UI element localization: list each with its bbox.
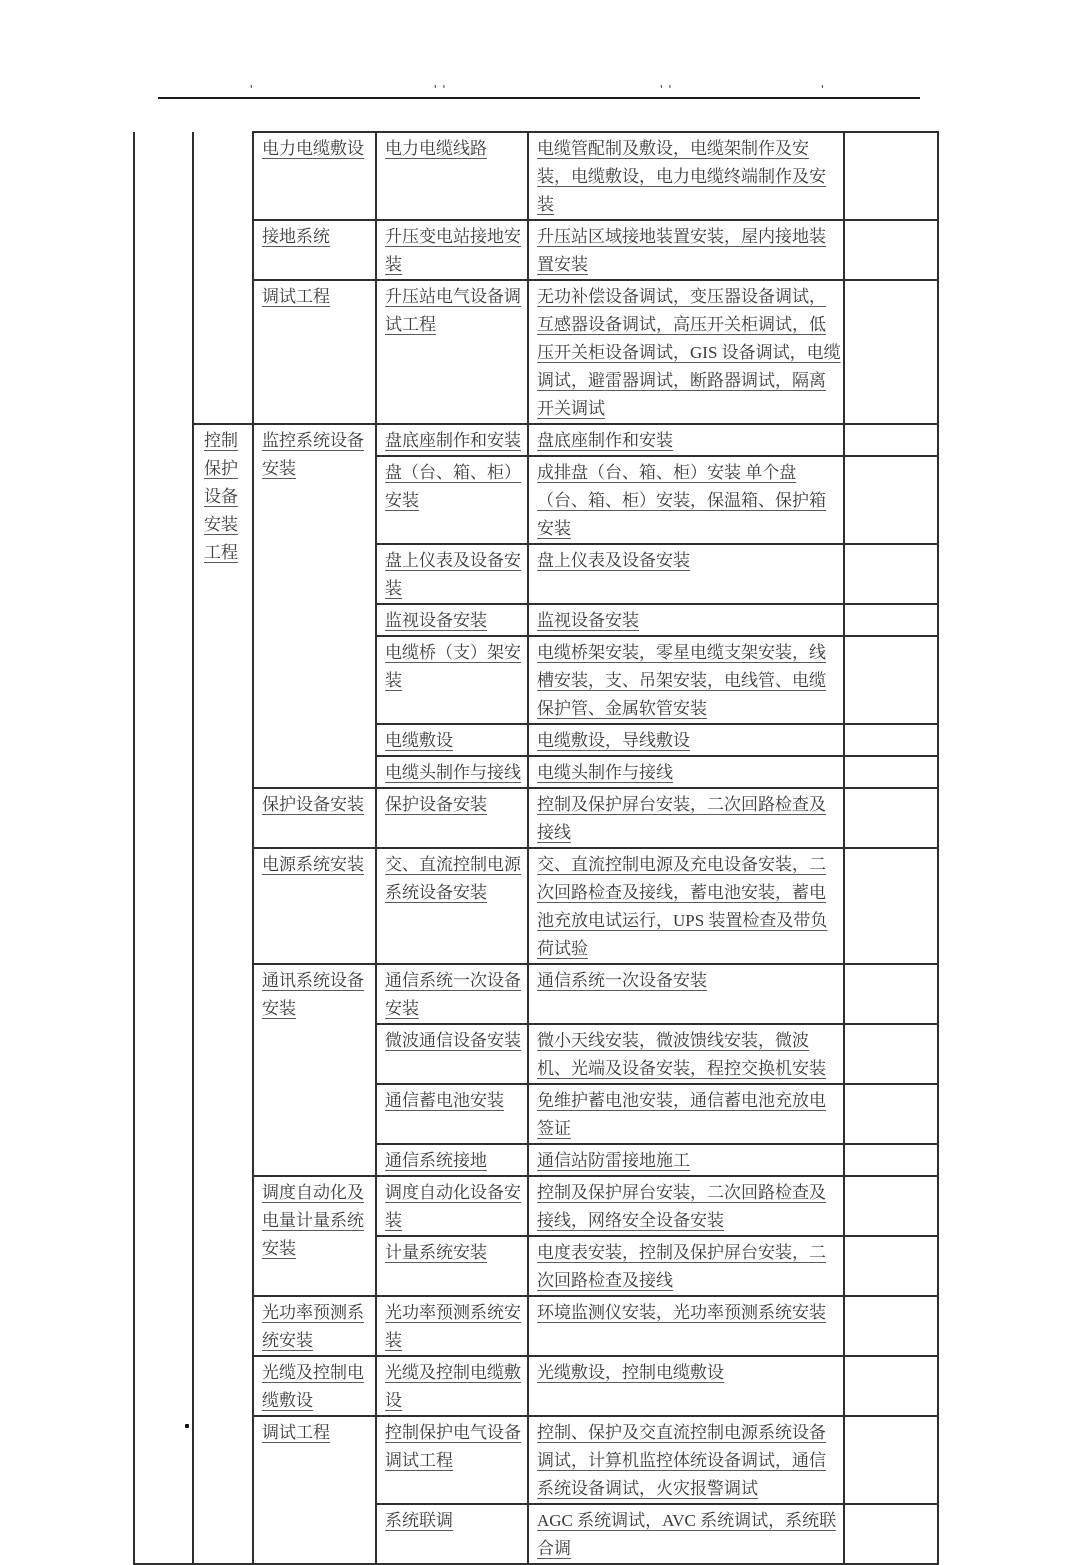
- content-cell: 控制及保护屏台安装，二次回路检查及接线: [528, 788, 844, 848]
- empty-cell: [844, 1144, 938, 1176]
- item-cell: 调度自动化设备安装: [376, 1176, 528, 1236]
- content-cell: 微小天线安装，微波馈线安装，微波机、光端及设备安装，程控交换机安装: [528, 1024, 844, 1084]
- content-cell: 交、直流控制电源及充电设备安装，二次回路检查及接线，蓄电池安装，蓄电池充放电试运行，UPS 装置检查及带负荷试验: [528, 848, 844, 964]
- content-cell: 控制及保护屏台安装，二次回路检查及接线，网络安全设备安装: [528, 1176, 844, 1236]
- empty-cell: [844, 1416, 938, 1504]
- category-cell: 调试工程: [253, 1416, 376, 1564]
- item-cell: 通信系统接地: [376, 1144, 528, 1176]
- item-cell: 保护设备安装: [376, 788, 528, 848]
- category-cell: 调试工程: [253, 280, 376, 424]
- empty-cell: [844, 220, 938, 280]
- category-cell: 通讯系统设备安装: [253, 964, 376, 1176]
- content-cell: 通信站防雷接地施工: [528, 1144, 844, 1176]
- empty-cell: [844, 456, 938, 544]
- empty-cell: [844, 1296, 938, 1356]
- item-cell: 微波通信设备安装: [376, 1024, 528, 1084]
- empty-cell: [844, 544, 938, 604]
- content-cell: 电缆管配制及敷设，电缆架制作及安装，电缆敷设，电力电缆终端制作及安装: [528, 132, 844, 220]
- left-spacer-cell: [134, 132, 193, 1564]
- empty-cell: [844, 280, 938, 424]
- category-cell: 电源系统安装: [253, 848, 376, 964]
- header-mark: ': [819, 83, 828, 96]
- item-cell: 交、直流控制电源系统设备安装: [376, 848, 528, 964]
- section-label-empty-cell: [193, 132, 253, 424]
- category-cell: 监控系统设备安装: [253, 424, 376, 788]
- section-label-cell: 控制 保护 设备 安装 工程: [193, 424, 253, 1564]
- content-cell: AGC 系统调试，AVC 系统调试，系统联合调: [528, 1504, 844, 1564]
- empty-cell: [844, 788, 938, 848]
- empty-cell: [844, 1356, 938, 1416]
- content-cell: 监视设备安装: [528, 604, 844, 636]
- item-cell: 盘（台、箱、柜）安装: [376, 456, 528, 544]
- empty-cell: [844, 964, 938, 1024]
- item-cell: 电力电缆线路: [376, 132, 528, 220]
- item-cell: 光缆及控制电缆敷设: [376, 1356, 528, 1416]
- empty-cell: [844, 1504, 938, 1564]
- item-cell: 盘底座制作和安装: [376, 424, 528, 456]
- empty-cell: [844, 604, 938, 636]
- empty-cell: [844, 424, 938, 456]
- content-cell: 无功补偿设备调试，变压器设备调试，互感器设备调试，高压开关柜调试，低压开关柜设备调试，GIS 设备调试，电缆调试，避雷器调试，断路器调试，隔离开关调试: [528, 280, 844, 424]
- empty-cell: [844, 1084, 938, 1144]
- content-cell: 控制、保护及交直流控制电源系统设备调试，计算机监控体统设备调试，通信系统设备调试，火灾报警调试: [528, 1416, 844, 1504]
- item-cell: 电缆头制作与接线: [376, 756, 528, 788]
- header-mark: '': [658, 83, 676, 96]
- footer-dot-mark: [185, 1424, 189, 1428]
- item-cell: 升压变电站接地安装: [376, 220, 528, 280]
- work-breakdown-table: [133, 131, 939, 1565]
- content-cell: 电度表安装，控制及保护屏台安装，二次回路检查及接线: [528, 1236, 844, 1296]
- content-cell: 盘上仪表及设备安装: [528, 544, 844, 604]
- category-cell: 调度自动化及电量计量系统安装: [253, 1176, 376, 1296]
- item-cell: 控制保护电气设备调试工程: [376, 1416, 528, 1504]
- empty-cell: [844, 848, 938, 964]
- content-cell: 升压站区域接地装置安装，屋内接地装置安装: [528, 220, 844, 280]
- item-cell: 计量系统安装: [376, 1236, 528, 1296]
- content-cell: 电缆敷设，导线敷设: [528, 724, 844, 756]
- empty-cell: [844, 756, 938, 788]
- category-cell: 光功率预测系统安装: [253, 1296, 376, 1356]
- empty-cell: [844, 724, 938, 756]
- item-cell: 通信蓄电池安装: [376, 1084, 528, 1144]
- empty-cell: [844, 1236, 938, 1296]
- content-cell: 环境监测仪安装，光功率预测系统安装: [528, 1296, 844, 1356]
- header-mark: '': [432, 83, 450, 96]
- content-cell: 盘底座制作和安装: [528, 424, 844, 456]
- empty-cell: [844, 132, 938, 220]
- category-cell: 接地系统: [253, 220, 376, 280]
- item-cell: 电缆敷设: [376, 724, 528, 756]
- item-cell: 电缆桥（支）架安装: [376, 636, 528, 724]
- item-cell: 盘上仪表及设备安装: [376, 544, 528, 604]
- category-cell: 保护设备安装: [253, 788, 376, 848]
- item-cell: 系统联调: [376, 1504, 528, 1564]
- content-cell: 成排盘（台、箱、柜）安装 单个盘（台、箱、柜）安装，保温箱、保护箱安装: [528, 456, 844, 544]
- content-cell: 光缆敷设，控制电缆敷设: [528, 1356, 844, 1416]
- item-cell: 光功率预测系统安装: [376, 1296, 528, 1356]
- category-cell: 光缆及控制电缆敷设: [253, 1356, 376, 1416]
- empty-cell: [844, 1024, 938, 1084]
- header-rule: [158, 97, 920, 99]
- item-cell: 监视设备安装: [376, 604, 528, 636]
- item-cell: 通信系统一次设备安装: [376, 964, 528, 1024]
- content-cell: 电缆头制作与接线: [528, 756, 844, 788]
- category-cell: 电力电缆敷设: [253, 132, 376, 220]
- empty-cell: [844, 636, 938, 724]
- item-cell: 升压站电气设备调试工程: [376, 280, 528, 424]
- header-mark: ': [248, 83, 257, 96]
- content-cell: 通信系统一次设备安装: [528, 964, 844, 1024]
- content-cell: 电缆桥架安装，零星电缆支架安装，线槽安装，支、吊架安装，电线管、电缆保护管、金属软管安装: [528, 636, 844, 724]
- content-cell: 免维护蓄电池安装，通信蓄电池充放电签证: [528, 1084, 844, 1144]
- empty-cell: [844, 1176, 938, 1236]
